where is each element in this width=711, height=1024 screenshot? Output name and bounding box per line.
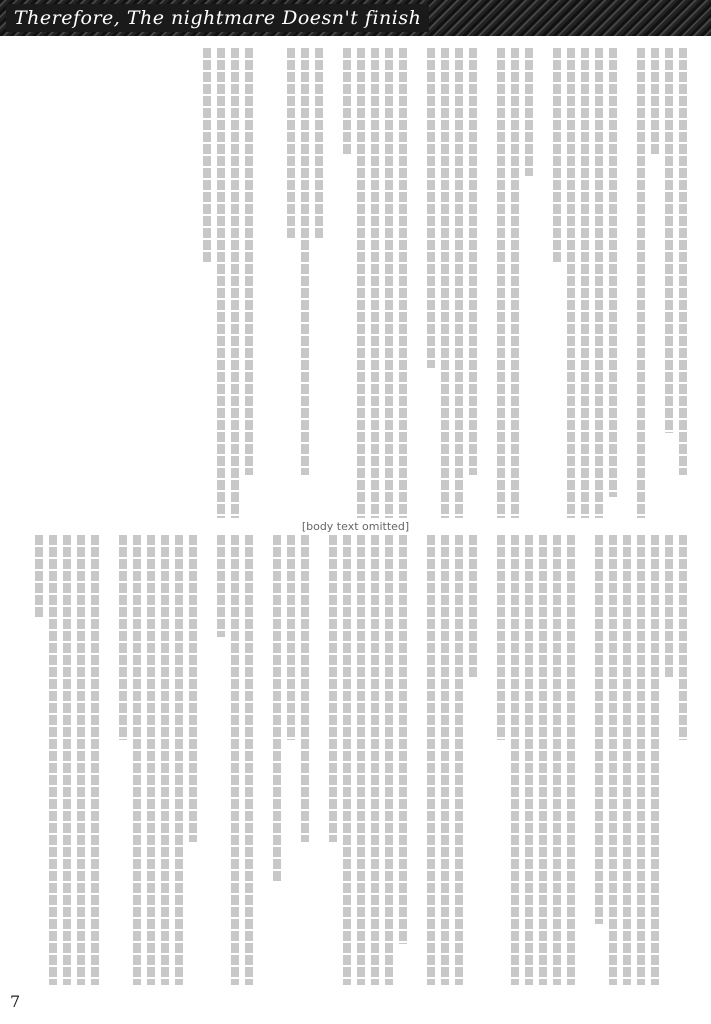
text-column <box>91 535 99 985</box>
text-column <box>679 535 687 740</box>
text-column <box>231 535 239 985</box>
column-gap <box>105 535 113 985</box>
column-gap <box>623 48 631 518</box>
text-column <box>301 535 309 842</box>
text-column <box>63 535 71 985</box>
text-column <box>133 535 141 985</box>
text-column <box>287 48 295 240</box>
text-column <box>511 535 519 985</box>
text-column <box>343 535 351 985</box>
text-column <box>441 535 449 985</box>
text-column <box>245 535 253 985</box>
text-column <box>595 535 603 924</box>
chapter-title: Therefore, The nightmare Doesn't finish <box>6 4 429 32</box>
column-gap <box>329 48 337 518</box>
text-column <box>371 48 379 518</box>
text-column <box>651 535 659 985</box>
text-column <box>511 48 519 518</box>
text-column <box>371 535 379 985</box>
text-column <box>175 535 183 985</box>
column-gap <box>315 535 323 985</box>
text-column <box>637 48 645 518</box>
text-column <box>231 48 239 518</box>
upper-text-block <box>203 48 687 518</box>
text-column <box>553 535 561 985</box>
text-column <box>77 535 85 985</box>
column-gap <box>483 48 491 518</box>
lower-text-block <box>35 535 687 985</box>
text-column <box>567 48 575 518</box>
column-gap <box>413 535 421 985</box>
column-gap <box>413 48 421 518</box>
text-column <box>385 48 393 518</box>
text-column <box>245 48 253 475</box>
text-column <box>385 535 393 985</box>
text-column <box>203 48 211 262</box>
column-gap <box>203 535 211 985</box>
text-column <box>441 48 449 518</box>
text-column <box>399 535 407 944</box>
text-column <box>315 48 323 240</box>
column-gap <box>273 48 281 518</box>
text-column <box>679 48 687 475</box>
column-gap <box>259 48 267 518</box>
text-column <box>609 535 617 985</box>
text-column <box>539 535 547 985</box>
column-gap <box>259 535 267 985</box>
text-column <box>427 535 435 985</box>
text-column <box>497 48 505 518</box>
text-column <box>119 535 127 740</box>
text-column <box>357 535 365 985</box>
text-column <box>357 48 365 518</box>
text-column <box>665 48 673 433</box>
text-column <box>273 535 281 883</box>
page-number: 7 <box>10 992 21 1011</box>
text-column <box>147 535 155 985</box>
text-column <box>525 48 533 176</box>
text-column <box>49 535 57 985</box>
text-column <box>567 535 575 985</box>
text-column <box>35 535 43 617</box>
text-column <box>161 535 169 985</box>
text-column <box>637 535 645 985</box>
text-column <box>581 48 589 518</box>
column-gap <box>483 535 491 985</box>
text-column <box>497 535 505 740</box>
text-column <box>301 48 309 475</box>
text-column <box>329 535 337 842</box>
text-column <box>469 48 477 475</box>
text-column <box>525 535 533 985</box>
text-column <box>455 48 463 518</box>
text-column <box>343 48 351 155</box>
text-column <box>595 48 603 518</box>
text-column <box>469 535 477 678</box>
text-column <box>455 535 463 985</box>
text-column <box>287 535 295 740</box>
text-column <box>217 48 225 518</box>
text-column <box>189 535 197 842</box>
omitted-text-notice: [body text omitted] <box>301 520 410 533</box>
text-column <box>623 535 631 985</box>
header-banner <box>0 0 711 36</box>
column-gap <box>539 48 547 518</box>
column-gap <box>581 535 589 985</box>
text-column <box>665 535 673 678</box>
text-column <box>651 48 659 155</box>
text-column <box>399 48 407 518</box>
text-column <box>427 48 435 368</box>
text-column <box>217 535 225 637</box>
text-column <box>609 48 617 497</box>
text-column <box>553 48 561 262</box>
